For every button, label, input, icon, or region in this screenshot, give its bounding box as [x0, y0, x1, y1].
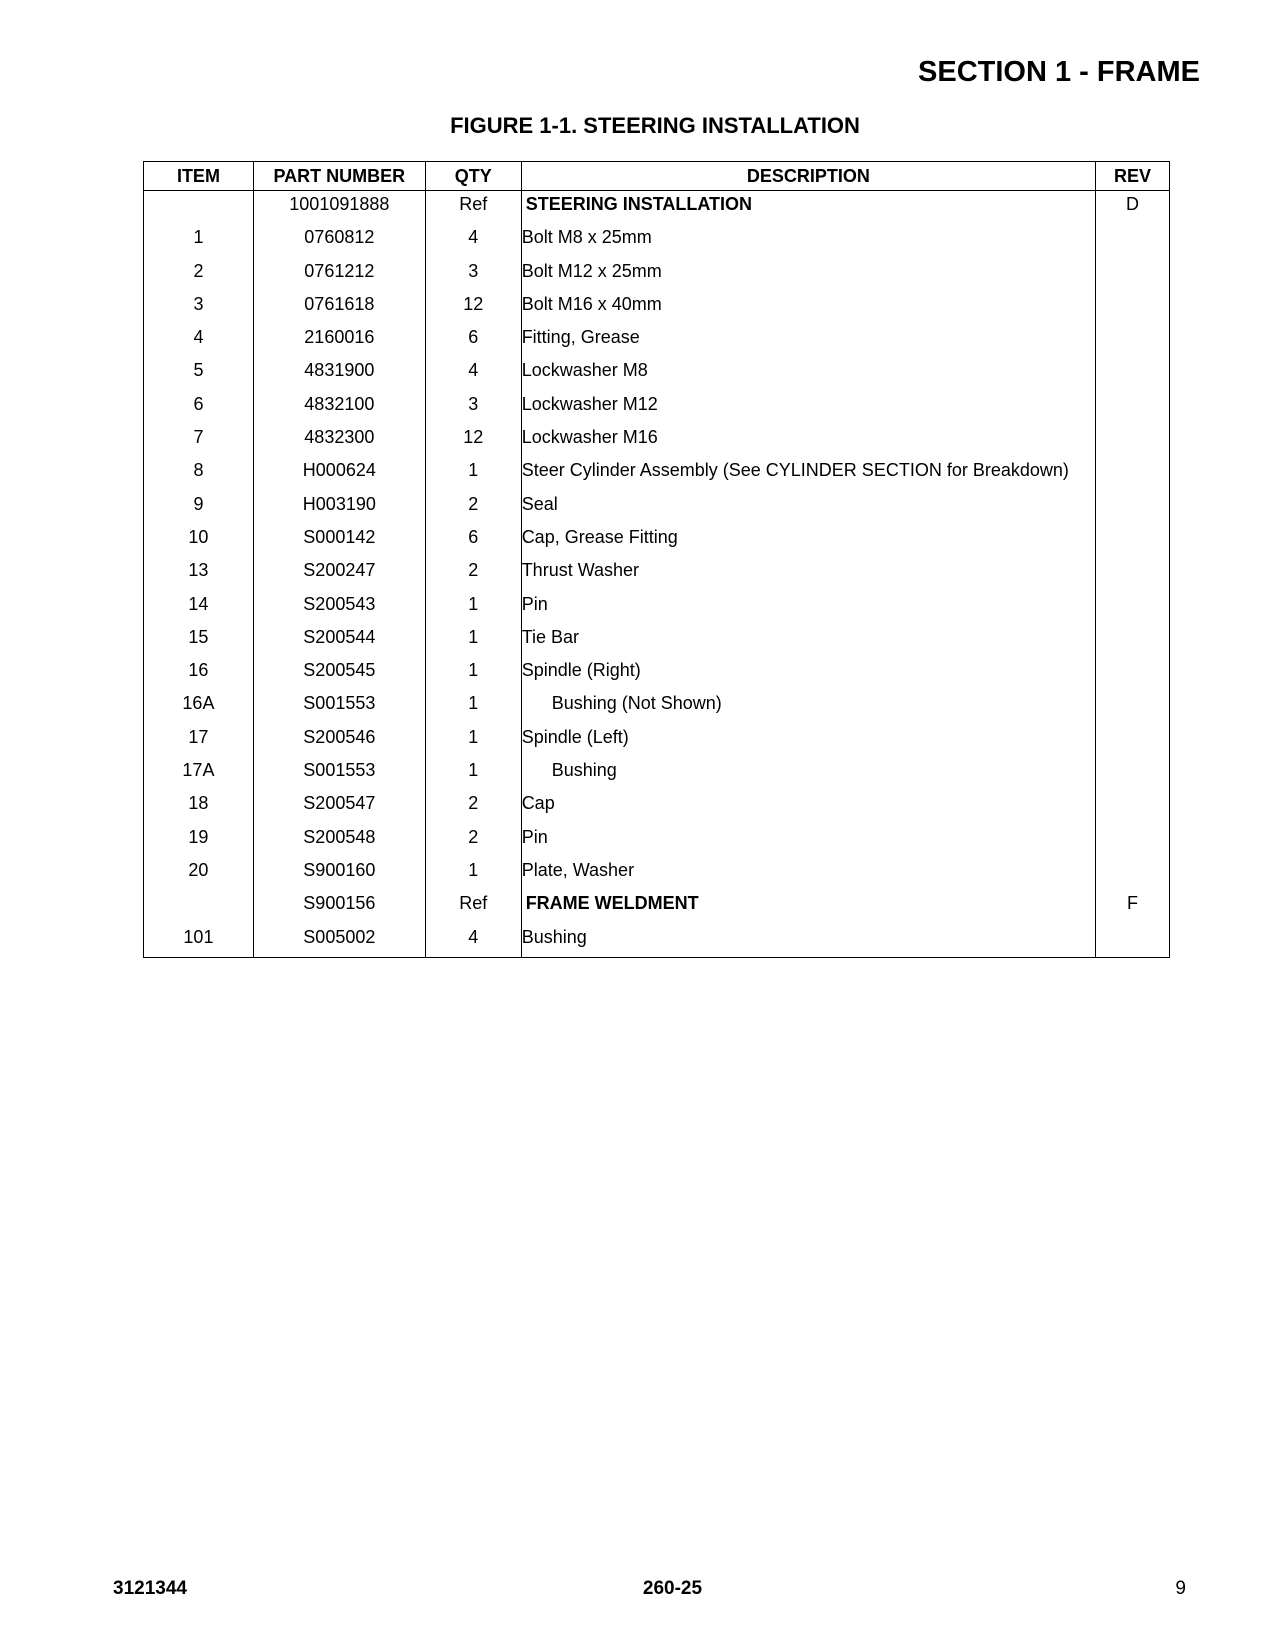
cell-description: Seal	[521, 491, 1095, 524]
cell-part-number: H000624	[253, 457, 425, 490]
cell-item: 19	[144, 824, 254, 857]
cell-description: STEERING INSTALLATION	[521, 191, 1095, 225]
cell-qty: 12	[425, 291, 521, 324]
table-header-row	[144, 162, 1170, 191]
cell-rev	[1096, 724, 1170, 757]
cell-item: 2	[144, 258, 254, 291]
cell-item: 17A	[144, 757, 254, 790]
table-row	[144, 324, 1170, 357]
table-row	[144, 924, 1170, 958]
cell-qty: 6	[425, 524, 521, 557]
table-row	[144, 357, 1170, 390]
figure-title: FIGURE 1-1. STEERING INSTALLATION	[450, 113, 860, 138]
cell-part-number: S200247	[253, 557, 425, 590]
cell-rev	[1096, 258, 1170, 291]
cell-rev	[1096, 624, 1170, 657]
cell-rev	[1096, 757, 1170, 790]
table-row	[144, 457, 1170, 490]
column-header-description: DESCRIPTION	[521, 162, 1095, 191]
column-header-qty: QTY	[425, 162, 521, 191]
cell-item: 18	[144, 790, 254, 823]
cell-rev	[1096, 824, 1170, 857]
cell-rev	[1096, 591, 1170, 624]
cell-part-number: S200547	[253, 790, 425, 823]
table-row	[144, 591, 1170, 624]
cell-description: FRAME WELDMENT	[521, 890, 1095, 923]
cell-description: Bolt M8 x 25mm	[521, 224, 1095, 257]
cell-qty: Ref	[425, 191, 521, 225]
cell-rev	[1096, 457, 1170, 490]
cell-description: Plate, Washer	[521, 857, 1095, 890]
cell-description: Pin	[521, 824, 1095, 857]
table-row	[144, 191, 1170, 225]
column-header-item: ITEM	[144, 162, 254, 191]
table-row	[144, 757, 1170, 790]
cell-description: Tie Bar	[521, 624, 1095, 657]
cell-item: 1	[144, 224, 254, 257]
cell-qty: 3	[425, 391, 521, 424]
table-row	[144, 724, 1170, 757]
cell-part-number: 2160016	[253, 324, 425, 357]
cell-item: 14	[144, 591, 254, 624]
cell-qty: 2	[425, 790, 521, 823]
cell-qty: 1	[425, 457, 521, 490]
column-header-part-number: PART NUMBER	[253, 162, 425, 191]
table-row	[144, 890, 1170, 923]
cell-part-number: S001553	[253, 690, 425, 723]
cell-description: Cap, Grease Fitting	[521, 524, 1095, 557]
cell-qty: 1	[425, 757, 521, 790]
cell-description: Steer Cylinder Assembly (See CYLINDER SECTION for Breakdown)	[521, 457, 1095, 490]
cell-item: 10	[144, 524, 254, 557]
cell-description: Fitting, Grease	[521, 324, 1095, 357]
cell-qty: 1	[425, 857, 521, 890]
cell-part-number: S001553	[253, 757, 425, 790]
cell-qty: 1	[425, 657, 521, 690]
cell-rev	[1096, 524, 1170, 557]
cell-part-number: S900156	[253, 890, 425, 923]
cell-item: 6	[144, 391, 254, 424]
cell-qty: Ref	[425, 890, 521, 923]
cell-description: Spindle (Left)	[521, 724, 1095, 757]
parts-table	[143, 161, 1170, 958]
cell-qty: 2	[425, 824, 521, 857]
cell-rev	[1096, 657, 1170, 690]
cell-description: Pin	[521, 591, 1095, 624]
cell-rev	[1096, 790, 1170, 823]
cell-part-number: 0761212	[253, 258, 425, 291]
cell-description: Thrust Washer	[521, 557, 1095, 590]
cell-qty: 1	[425, 724, 521, 757]
cell-qty: 1	[425, 591, 521, 624]
cell-item: 9	[144, 491, 254, 524]
table-row	[144, 524, 1170, 557]
cell-part-number: 0761618	[253, 291, 425, 324]
cell-rev	[1096, 424, 1170, 457]
cell-item	[144, 191, 254, 225]
cell-item: 101	[144, 924, 254, 958]
cell-item: 15	[144, 624, 254, 657]
cell-rev	[1096, 324, 1170, 357]
cell-item: 3	[144, 291, 254, 324]
parts-table-body	[144, 191, 1170, 958]
cell-part-number: H003190	[253, 491, 425, 524]
cell-rev	[1096, 690, 1170, 723]
table-row	[144, 391, 1170, 424]
cell-description: Bolt M12 x 25mm	[521, 258, 1095, 291]
footer-model: 260-25	[642, 1578, 703, 1599]
cell-part-number: 4832100	[253, 391, 425, 424]
table-row	[144, 857, 1170, 890]
cell-qty: 3	[425, 258, 521, 291]
cell-description: Bushing (Not Shown)	[521, 690, 1095, 723]
table-row	[144, 824, 1170, 857]
cell-rev	[1096, 291, 1170, 324]
cell-qty: 1	[425, 624, 521, 657]
table-row	[144, 557, 1170, 590]
cell-rev	[1096, 557, 1170, 590]
cell-part-number: S200543	[253, 591, 425, 624]
cell-item: 7	[144, 424, 254, 457]
cell-description: Bushing	[521, 757, 1095, 790]
cell-part-number: 4832300	[253, 424, 425, 457]
cell-description: Cap	[521, 790, 1095, 823]
cell-part-number: S000142	[253, 524, 425, 557]
cell-description: Bushing	[521, 924, 1095, 958]
cell-part-number: S900160	[253, 857, 425, 890]
section-title: SECTION 1 - FRAME	[918, 56, 1200, 88]
footer-page-number: 9	[1175, 1578, 1186, 1599]
cell-description: Lockwasher M8	[521, 357, 1095, 390]
cell-item: 20	[144, 857, 254, 890]
table-row	[144, 657, 1170, 690]
cell-item: 5	[144, 357, 254, 390]
cell-qty: 2	[425, 557, 521, 590]
cell-part-number: S200545	[253, 657, 425, 690]
cell-qty: 6	[425, 324, 521, 357]
cell-part-number: 4831900	[253, 357, 425, 390]
footer-doc-number: 3121344	[113, 1578, 187, 1599]
cell-part-number: 0760812	[253, 224, 425, 257]
cell-rev	[1096, 491, 1170, 524]
cell-part-number: S200546	[253, 724, 425, 757]
cell-part-number: S200548	[253, 824, 425, 857]
cell-item	[144, 890, 254, 923]
cell-rev: F	[1096, 890, 1170, 923]
column-header-rev: REV	[1096, 162, 1170, 191]
cell-description: Lockwasher M12	[521, 391, 1095, 424]
cell-part-number: 1001091888	[253, 191, 425, 225]
cell-description: Bolt M16 x 40mm	[521, 291, 1095, 324]
cell-qty: 12	[425, 424, 521, 457]
table-row	[144, 624, 1170, 657]
cell-item: 13	[144, 557, 254, 590]
cell-item: 17	[144, 724, 254, 757]
cell-description: Spindle (Right)	[521, 657, 1095, 690]
cell-qty: 1	[425, 690, 521, 723]
table-row	[144, 790, 1170, 823]
cell-rev	[1096, 391, 1170, 424]
cell-rev	[1096, 924, 1170, 958]
cell-description: Lockwasher M16	[521, 424, 1095, 457]
cell-rev	[1096, 357, 1170, 390]
table-row	[144, 291, 1170, 324]
cell-qty: 4	[425, 224, 521, 257]
cell-item: 16	[144, 657, 254, 690]
table-row	[144, 224, 1170, 257]
cell-rev	[1096, 224, 1170, 257]
cell-rev: D	[1096, 191, 1170, 225]
cell-item: 8	[144, 457, 254, 490]
cell-item: 16A	[144, 690, 254, 723]
table-row	[144, 690, 1170, 723]
cell-rev	[1096, 857, 1170, 890]
table-row	[144, 258, 1170, 291]
cell-part-number: S200544	[253, 624, 425, 657]
cell-part-number: S005002	[253, 924, 425, 958]
cell-qty: 4	[425, 357, 521, 390]
cell-item: 4	[144, 324, 254, 357]
table-row	[144, 491, 1170, 524]
cell-qty: 4	[425, 924, 521, 958]
cell-qty: 2	[425, 491, 521, 524]
table-row	[144, 424, 1170, 457]
